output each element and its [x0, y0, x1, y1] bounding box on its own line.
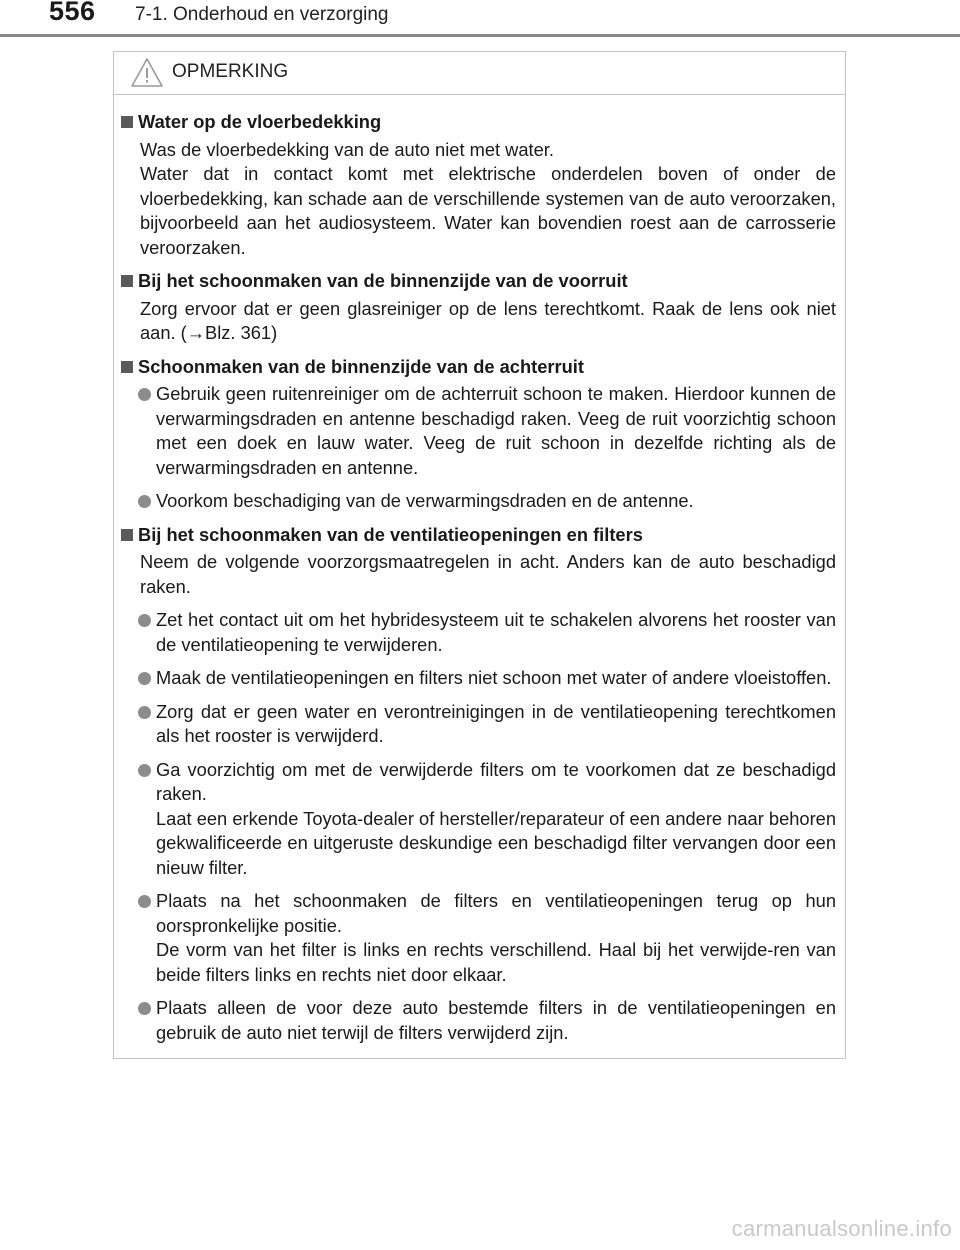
- section-windshield: [114, 269, 845, 346]
- header-divider: [0, 34, 960, 37]
- paragraph: Was de vloerbedekking van de auto niet met water. Water dat in contact komt met elektrische onderdelen boven of onder de vloerbedekking, kan schade aan de verschillende systemen van de auto veroorzaken, bijvoorbeeld aan het audiosysteem. Water kan bovendien roest aan de carrosserie veroorzaken.: [140, 138, 836, 258]
- square-bullet-icon: [121, 529, 133, 541]
- bullet-dot-icon: [138, 895, 151, 908]
- bullet-dot-icon: [138, 495, 151, 508]
- section-heading: Bij het schoonmaken van de ventilatieopeningen en filters: [114, 523, 845, 548]
- section-vents-filters: [114, 523, 845, 1046]
- bullet-item: Maak de ventilatieopeningen en filters niet schoon met water of andere vloeistoffen.: [114, 666, 845, 691]
- section-heading: Schoonmaken van de binnenzijde van de achterruit: [114, 355, 845, 380]
- notice-label: OPMERKING: [172, 61, 289, 82]
- bullet-dot-icon: [138, 1002, 151, 1015]
- bullet-item: Plaats alleen de voor deze auto bestemde filters in de ventilatieopeningen en gebruik de auto niet terwijl de filters verwijderd zijn.: [114, 996, 845, 1045]
- section-title: 7-1. Onderhoud en verzorging: [135, 4, 389, 25]
- section-heading: Water op de vloerbedekking: [114, 110, 845, 135]
- page-header: [0, 0, 960, 40]
- section-heading: Bij het schoonmaken van de binnenzijde van de voorruit: [114, 269, 845, 294]
- section-water-floor: [114, 110, 845, 260]
- bullet-item: Zet het contact uit om het hybridesysteem uit te schakelen alvorens het rooster van de ventilatieopening te verwijderen.: [114, 608, 845, 657]
- watermark: carmanualsonline.info: [731, 1216, 952, 1241]
- page-number: 556: [49, 0, 96, 26]
- notice-content: [114, 110, 845, 1054]
- bullet-dot-icon: [138, 706, 151, 719]
- bullet-dot-icon: [138, 388, 151, 401]
- bullet-item: Voorkom beschadiging van de verwarmingsdraden en de antenne.: [114, 489, 845, 514]
- warning-triangle-icon: [130, 57, 164, 88]
- bullet-item: Gebruik geen ruitenreiniger om de achterruit schoon te maken. Hierdoor kunnen de verwarmingsdraden en antenne beschadigd raken. Veeg de ruit voorzichtig schoon met een doek en lauw water. Veeg de ruit schoon in dezelfde richting als de verwarmingsdraden en antenne.: [114, 382, 845, 480]
- paragraph: Neem de volgende voorzorgsmaatregelen in acht. Anders kan de auto beschadigd raken.: [140, 551, 836, 597]
- bullet-item: Plaats na het schoonmaken de filters en ventilatieopeningen terug op hun oorspronkelijke positie. De vorm van het filter is links en rechts verschillend. Haal bij het verwijde-ren van beide filters links en rechts niet door elkaar.: [114, 889, 845, 987]
- section-rear-window: [114, 355, 845, 514]
- bullet-dot-icon: [138, 672, 151, 685]
- bullet-item: Zorg dat er geen water en verontreinigingen in de ventilatieopening terechtkomen als het rooster is verwijderd.: [114, 700, 845, 749]
- square-bullet-icon: [121, 361, 133, 373]
- bullet-dot-icon: [138, 614, 151, 627]
- square-bullet-icon: [121, 275, 133, 287]
- bullet-item: Ga voorzichtig om met de verwijderde filters om te voorkomen dat ze beschadigd raken. Laat een erkende Toyota-dealer of hersteller/reparateur of een andere naar behoren gekwalificeerde en uitgeruste deskundige een beschadigd filter vervangen door een nieuw filter.: [114, 758, 845, 881]
- notice-box: [113, 51, 846, 1059]
- notice-header: [114, 52, 845, 95]
- paragraph: Zorg ervoor dat er geen glasreiniger op de lens terechtkomt. Raak de lens ook niet aan. (→Blz. 361): [140, 297, 836, 343]
- bullet-dot-icon: [138, 764, 151, 777]
- square-bullet-icon: [121, 116, 133, 128]
